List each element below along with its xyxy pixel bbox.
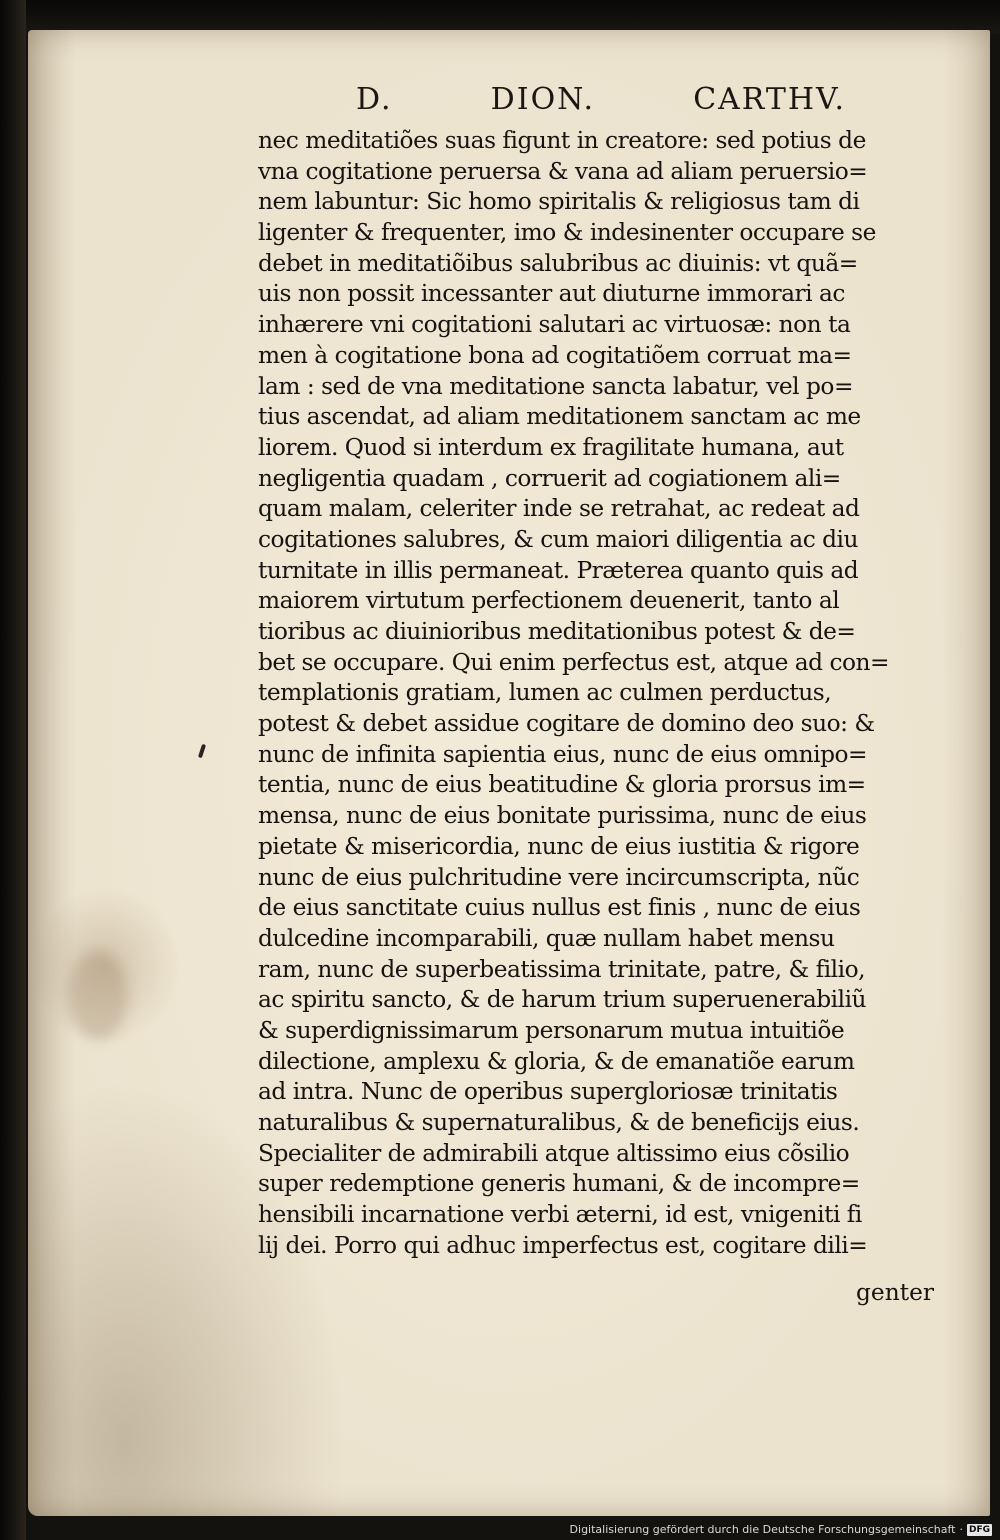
dfg-logo: DFG xyxy=(968,1524,990,1535)
text-line: liorem. Quod si interdum ex fragilitate humana, aut xyxy=(258,433,844,461)
text-line: ac spiritu sancto, & de harum trium superuenerabiliũ xyxy=(258,986,867,1014)
text-line: nec meditatiões suas figunt in creatore: sed potius de xyxy=(258,127,866,154)
text-line: nunc de eius pulchritudine vere incircumscripta, nũc xyxy=(258,863,860,891)
text-line: negligentia quadam , corruerit ad cogiationem ali= xyxy=(258,464,841,492)
paper-stain xyxy=(68,950,128,1040)
text-line: Specialiter de admirabili atque altissimo eius cõsilio xyxy=(258,1139,850,1167)
book-binding-edge xyxy=(0,0,26,1540)
text-line: uis non possit incessanter aut diuturne immorari ac xyxy=(258,280,845,308)
body-text xyxy=(258,126,958,1261)
text-line: vna cogitatione peruersa & vana ad aliam peruersio= xyxy=(258,157,868,185)
running-head xyxy=(356,82,846,117)
text-line: men à cogitatione bona ad cogitatiõem corruat ma= xyxy=(258,341,852,369)
text-line: turnitate in illis permaneat. Præterea quanto quis ad xyxy=(258,556,859,584)
text-line: naturalibus & supernaturalibus, & de beneficijs eius. xyxy=(258,1109,860,1136)
digitization-credit xyxy=(570,1523,992,1536)
text-line: cogitationes salubres, & cum maiori diligentia ac diu xyxy=(258,525,859,553)
text-line: de eius sanctitate cuius nullus est finis , nunc de eius xyxy=(258,894,861,922)
text-line: bet se occupare. Qui enim perfectus est, atque ad con= xyxy=(258,648,890,676)
text-line: lij dei. Porro qui adhuc imperfectus est, cogitare dili= xyxy=(258,1231,868,1259)
text-line: ram, nunc de superbeatissima trinitate, patre, & filio, xyxy=(258,955,866,983)
text-line: ad intra. Nunc de operibus supergloriosæ trinitatis xyxy=(258,1078,838,1106)
credit-separator: · xyxy=(959,1523,963,1536)
text-line: ligenter & frequenter, imo & indesinenter occupare se xyxy=(258,219,876,247)
catchword: genter xyxy=(856,1279,934,1306)
text-line: maiorem virtutum perfectionem deuenerit, tanto al xyxy=(258,587,840,615)
text-line: quam malam, celeriter inde se retrahat, ac redeat ad xyxy=(258,495,860,523)
text-line: super redemptione generis humani, & de incompre= xyxy=(258,1170,860,1198)
running-head-left: D. xyxy=(356,82,393,117)
book-top-edge xyxy=(0,0,1000,34)
text-line: tioribus ac diuinioribus meditationibus potest & de= xyxy=(258,618,856,645)
text-line: hensibili incarnatione verbi æterni, id est, vnigeniti fi xyxy=(258,1201,862,1229)
text-line: tius ascendat, ad aliam meditationem sanctam ac me xyxy=(258,403,861,431)
text-line: dulcedine incomparabili, quæ nullam habet mensu xyxy=(258,924,835,952)
text-line: pietate & misericordia, nunc de eius iustitia & rigore xyxy=(258,832,860,860)
text-line: inhærere vni cogitationi salutari ac virtuosæ: non ta xyxy=(258,311,851,339)
text-line: mensa, nunc de eius bonitate purissima, nunc de eius xyxy=(258,802,867,830)
running-head-right: CARTHV. xyxy=(693,82,846,117)
text-line: potest & debet assidue cogitare de domino deo suo: & xyxy=(258,710,875,738)
text-line: & superdignissimarum personarum mutua intuitiõe xyxy=(258,1016,845,1044)
text-line: dilectione, amplexu & gloria, & de emanatiõe earum xyxy=(258,1047,855,1075)
text-line: nunc de infinita sapientia eius, nunc de eius omnipo= xyxy=(258,740,868,768)
text-line: nem labuntur: Sic homo spiritalis & religiosus tam di xyxy=(258,188,860,216)
text-line: debet in meditatiõibus salubribus ac diuinis: vt quã= xyxy=(258,249,858,277)
text-line: templationis gratiam, lumen ac culmen perductus, xyxy=(258,679,832,707)
text-line: tentia, nunc de eius beatitudine & gloria prorsus im= xyxy=(258,771,866,799)
running-head-middle: DION. xyxy=(490,82,596,117)
credit-text: Digitalisierung gefördert durch die Deutsche Forschungsgemeinschaft xyxy=(569,1523,956,1536)
text-line: lam : sed de vna meditatione sancta labatur, vel po= xyxy=(258,372,853,400)
